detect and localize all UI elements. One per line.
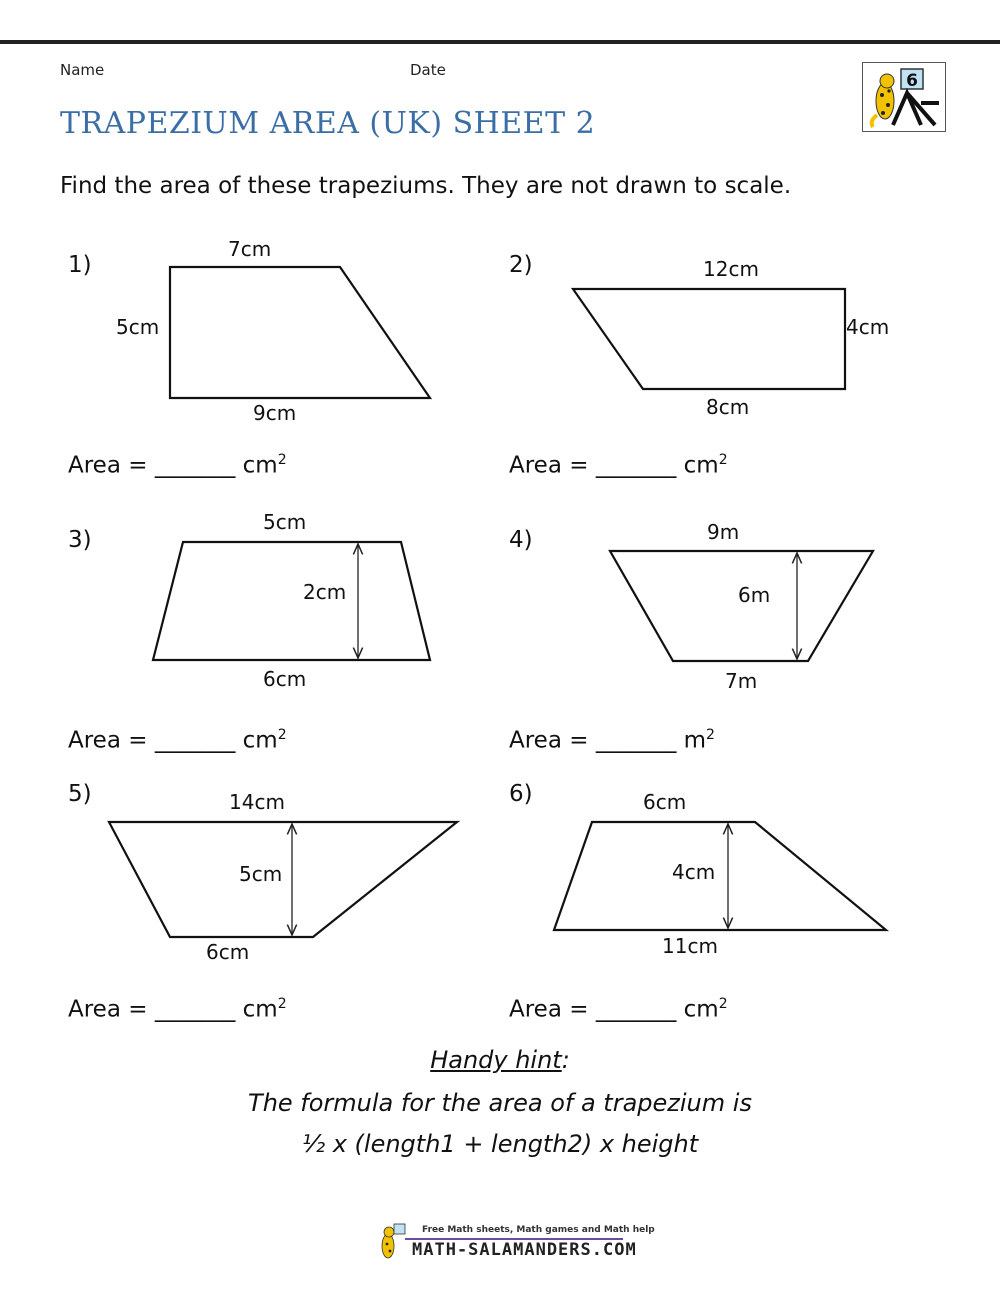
- trapezium-6: [554, 822, 886, 930]
- top-length: 9m: [707, 520, 740, 544]
- name-label: Name: [60, 61, 105, 79]
- bottom-length: 8cm: [706, 395, 750, 419]
- area-answer: Area = _______ $cm^2$: [509, 996, 728, 1023]
- top-length: 14cm: [229, 790, 285, 814]
- height-length: 6m: [738, 583, 771, 607]
- side-length: 4cm: [846, 315, 890, 339]
- problem-number: 3): [68, 527, 92, 553]
- area-answer: Area = _______ $cm^2$: [68, 452, 287, 479]
- footer-logo-icon: [376, 1222, 406, 1262]
- hint-formula: ½ x (length1 + length2) x height: [301, 1130, 699, 1158]
- instructions: Find the area of these trapeziums. They are not drawn to scale.: [60, 173, 792, 199]
- footer-brand: MATH-SALAMANDERS.COM: [412, 1240, 637, 1260]
- bottom-length: 7m: [725, 669, 758, 693]
- trapezium-1: [170, 267, 430, 398]
- area-answer: Area = _______ $cm^2$: [509, 452, 728, 479]
- area-answer: Area = _______ $m^2$: [509, 727, 715, 754]
- bottom-length: 9cm: [253, 401, 297, 425]
- area-answer: Area = _______ $cm^2$: [68, 996, 287, 1023]
- height-length: 5cm: [239, 862, 283, 886]
- problem-number: 2): [509, 252, 533, 278]
- problem-number: 1): [68, 252, 92, 278]
- svg-text:6: 6: [906, 71, 918, 91]
- height-length: 4cm: [672, 860, 716, 884]
- trapezium-2: [573, 289, 845, 389]
- top-length: 6cm: [643, 790, 687, 814]
- page-title: TRAPEZIUM AREA (UK) SHEET 2: [60, 106, 596, 141]
- top-length: 7cm: [228, 237, 272, 261]
- bottom-length: 6cm: [206, 940, 250, 964]
- date-label: Date: [410, 61, 446, 79]
- problem-number: 4): [509, 527, 533, 553]
- top-length: 12cm: [703, 257, 759, 281]
- side-length: 5cm: [116, 315, 160, 339]
- trapezium-5: [109, 822, 457, 937]
- hint-formula-intro: The formula for the area of a trapezium is: [248, 1089, 752, 1117]
- bottom-length: 6cm: [263, 667, 307, 691]
- bottom-length: 11cm: [662, 934, 718, 958]
- area-answer: Area = _______ $cm^2$: [68, 727, 287, 754]
- footer-tagline: Free Math sheets, Math games and Math help: [422, 1225, 655, 1235]
- trapezium-3: [153, 542, 430, 660]
- hint-title: Handy hint:: [430, 1046, 570, 1074]
- problem-number: 5): [68, 781, 92, 807]
- height-length: 2cm: [303, 580, 347, 604]
- problem-number: 6): [509, 781, 533, 807]
- top-length: 5cm: [263, 510, 307, 534]
